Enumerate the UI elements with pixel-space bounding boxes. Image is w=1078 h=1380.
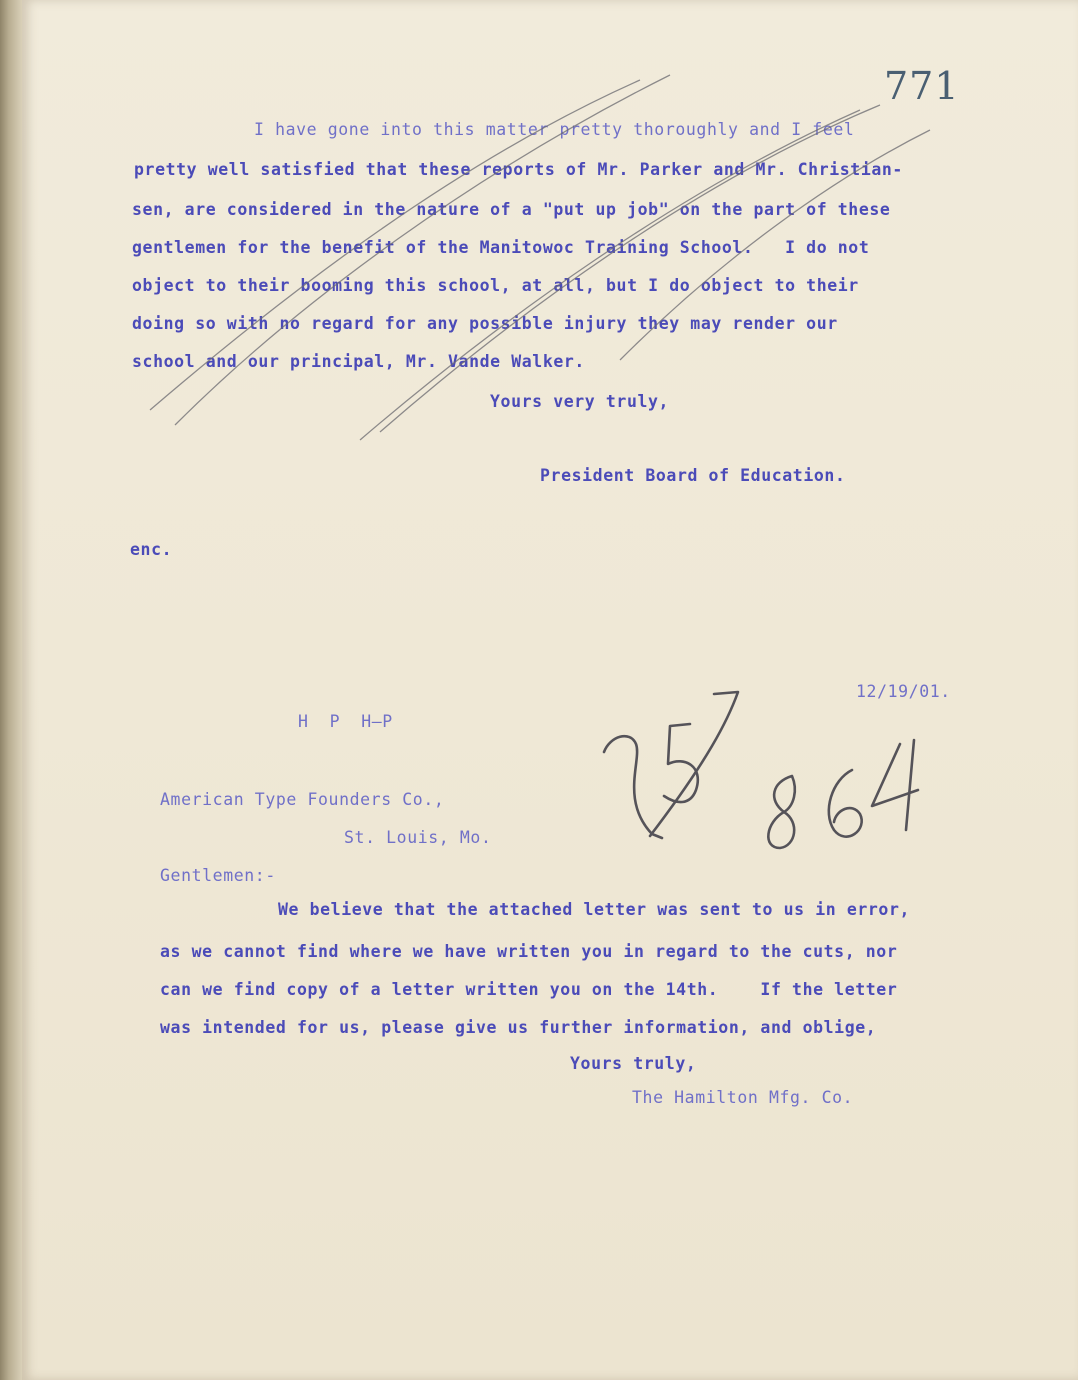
- letter2-line-3: can we find copy of a letter written you on the 14th. If the letter: [160, 980, 898, 999]
- letter1-line-4: gentlemen for the benefit of the Manitowoc Training School. I do not: [132, 238, 870, 257]
- enclosure-note: enc.: [130, 540, 173, 559]
- letter1-line-7: school and our principal, Mr. Vande Walker.: [132, 352, 585, 371]
- letter2-initials: H P H—P: [298, 712, 393, 731]
- address-city: St. Louis, Mo.: [344, 828, 492, 847]
- letter1-line-1: I have gone into this matter pretty thoroughly and I feel: [254, 120, 855, 139]
- letter2-line-1: We believe that the attached letter was sent to us in error,: [278, 900, 911, 919]
- letter1-line-3: sen, are considered in the nature of a "put up job" on the part of these: [132, 200, 891, 219]
- letter2-line-4: was intended for us, please give us further information, and oblige,: [160, 1018, 877, 1037]
- letter2-line-2: as we cannot find where we have written you in regard to the cuts, nor: [160, 942, 898, 961]
- letter1-signature: President Board of Education.: [540, 466, 846, 485]
- page-number: 771: [884, 64, 960, 108]
- letter1-closing: Yours very truly,: [490, 392, 670, 411]
- salutation: Gentlemen:-: [160, 866, 276, 885]
- letter2-signature: The Hamilton Mfg. Co.: [632, 1088, 854, 1107]
- binding-edge: [0, 0, 22, 1380]
- letter1-line-6: doing so with no regard for any possible injury they may render our: [132, 314, 838, 333]
- letter1-line-5: object to their booming this school, at all, but I do object to their: [132, 276, 859, 295]
- addressee: American Type Founders Co.,: [160, 790, 445, 809]
- letter2-date: 12/19/01.: [856, 682, 951, 701]
- letter1-line-2: pretty well satisfied that these reports of Mr. Parker and Mr. Christian-: [134, 160, 903, 179]
- letter2-closing: Yours truly,: [570, 1054, 697, 1073]
- document-page: [22, 0, 1078, 1380]
